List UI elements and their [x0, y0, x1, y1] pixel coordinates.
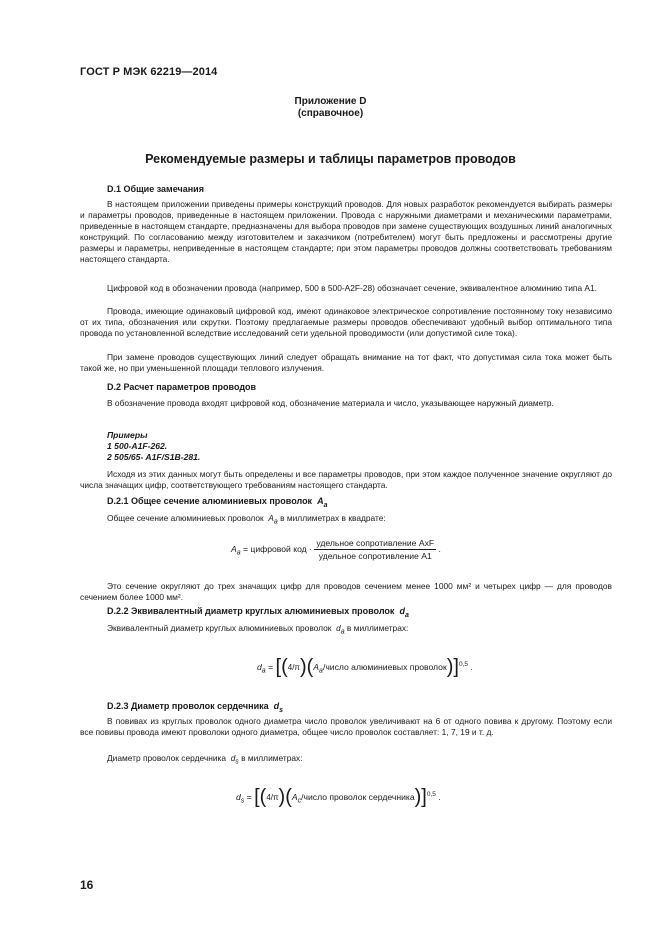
section-heading-d21: D.2.1 Общее сечение алюминиевых проволок $A_a$ [107, 496, 328, 509]
formula-d21: $A_a$ = цифровой код · $\frac{\text{удельное сопротивление AxF}}{\text{удельное сопротивление А1}}$ . [231, 538, 441, 561]
paragraph-d2-1: В обозначение провода входят цифровой код, обозначение материала и число, указывающее наружный диаметр. [107, 398, 554, 408]
symbol-da: $d_a$ [399, 606, 409, 619]
paragraph-d23-1: В повивах из круглых проволок одного диаметра число проволок увеличивают на 6 от одного повива к другому. Поэтому если все повивы провода имеют проволоки одного диаметра, общее число проволок составляет: 1, 7, 19 и т. д. [80, 716, 612, 737]
appendix-label: Приложение D [294, 96, 367, 107]
example-2: 2 505/65- A1F/S1B-281. [107, 452, 201, 462]
symbol-ds: $d_s$ [273, 701, 284, 714]
intro-d21: Общее сечение алюминиевых проволок $A_a$ в миллиметрах в квадрате: [107, 513, 386, 526]
page-title: Рекомендуемые размеры и таблицы параметров проводов [145, 152, 516, 166]
section-heading-d2: D.2 Расчет параметров проводов [107, 382, 257, 392]
symbol-aa: $A_a$ [317, 496, 328, 509]
section-heading-d23: D.2.3 Диаметр проволок сердечника $d_s$ [107, 701, 284, 714]
formula-d22: $d_a$ = [$(4/\pi)(A_a$/число алюминиевых проволок)]$^{0,5}$ . [257, 656, 473, 678]
section-heading-d22: D.2.2 Эквивалентный диаметр круглых алюминиевых проволок $d_a$ [107, 606, 409, 619]
paragraph-d21-rounding: Это сечение округляют до трех значащих цифр для проводов сечением менее 1000 мм² и четырех цифр — для проводов сечением более 1000 мм². [80, 581, 612, 602]
section-heading-d1: D.1 Общие замечания [107, 184, 204, 194]
document-header: ГОСТ Р МЭК 62219—2014 [80, 66, 218, 78]
intro-d22: Эквивалентный диаметр круглых алюминиевых проволок $d_a$ в миллиметрах: [107, 623, 409, 636]
paragraph-d1-1: В настоящем приложении приведены примеры конструкций проводов. Для новых разработок рекомендуется выбирать размеры и параметры проводов, приведенные в настоящем приложении. Провода с наружными диаметрами и механическими параметрами, приведенные в настоящем стандарте, предназначены для выбора проводов при замене существующих воздушных линий аналогичных конструкций. По согласованию между изготовителем и заказчиком (потребителем) могут быть предложены и рассмотрены другие размеры и параметры, неприведенные в настоящем стандарте; при этом параметры проводов должны соответствовать требованиям настоящего стандарта. [80, 199, 612, 264]
formula-d23-denominator: число проволок сердечника [303, 791, 415, 802]
examples-title: Примеры [107, 430, 148, 440]
intro-d23: Диаметр проволок сердечника $d_s$ в миллиметрах: [107, 753, 303, 766]
paragraph-d1-4: При замене проводов существующих линий следует обращать внимание на тот факт, что допустимая сила тока может быть такой же, но при уменьшенной площади теплового излучения. [80, 352, 612, 373]
paragraph-d1-3: Провода, имеющие одинаковый цифровой код, имеют одинаковое электрическое сопротивление постоянному току независимо от их типа, обозначения или скрутки. Поэтому предлагаемые размеры проводов обеспечивают удобный выбор оптимального типа провода по установленной вследствие исследований сети удельной проводимости (или допустимой силе тока). [80, 306, 612, 338]
appendix-note: (справочное) [297, 108, 364, 119]
formula-d21-numerator: удельное сопротивление AxF [316, 538, 435, 548]
paragraph-d1-2: Цифровой код в обозначении провода (например, 500 в 500-A2F-28) обозначает сечение, эквивалентное алюминию типа А1. [107, 283, 597, 293]
formula-d23: $d_s$ = [$(4/\pi)(A_c$/число проволок сердечника)]$^{0,5}$ . [236, 786, 441, 808]
paragraph-d2-2: Исходя из этих данных могут быть определены и все параметры проводов, при этом каждое полученное значение округляют до числа значащих цифр, соответствующего требованиям настоящего стандарта. [80, 469, 612, 490]
formula-d22-denominator: число алюминиевых проволок [325, 661, 447, 672]
page-number: 16 [80, 878, 94, 892]
formula-d21-denominator: удельное сопротивление А1 [318, 551, 432, 561]
example-1: 1 500-A1F-262. [107, 441, 168, 451]
